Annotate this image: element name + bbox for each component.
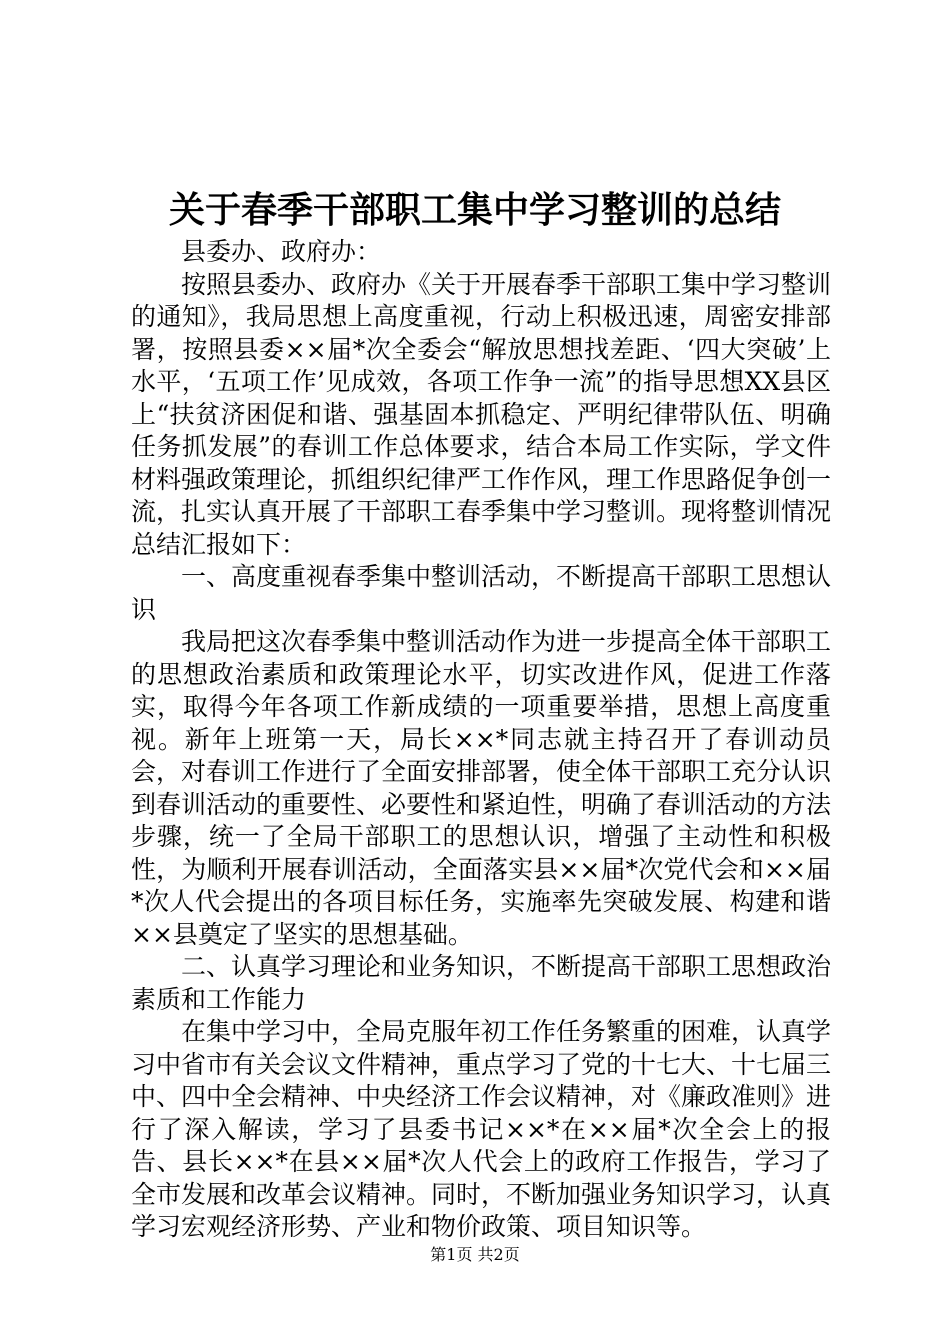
intro-paragraph: 按照县委办、政府办《关于开展春季干部职工集中学习整训的通知》，我局思想上高度重视，行动上积极迅速，周密安排部署，按照县委××届*次全委会“解放思想找差距、‘四大突破’上水平，‘五项工作’见成效，各项工作争一流”的指导思想XX县区上“扶贫济困促和谐、强基固本抓稳定、严明纪律带队伍、明确任务抓发展”的春训工作总体要求，结合本局工作实际，学文件材料强政策理论，抓组织纪律严工作作风，理工作思路促争创一流，扎实认真开展了干部职工春季集中学习整训。现将整训情况总结汇报如下：	[131, 269, 832, 559]
document-body	[131, 236, 831, 1244]
section-heading-1: 一、高度重视春季集中整训活动，不断提高干部职工思想认识	[131, 562, 832, 624]
page-number-footer: 第1页 共2页	[430, 1245, 520, 1264]
section-paragraph-2: 在集中学习中，全局克服年初工作任务繁重的困难，认真学习中省市有关会议文件精神，重点学习了党的十七大、十七届三中、四中全会精神、中央经济工作会议精神，对《廉政准则》进行了深入解读，学习了县委书记××*在××届*次全会上的报告、县长××*在县××届*次人代会上的政府工作报告，学习了全市发展和改革会议精神。同时，不断加强业务知识学习，认真学习宏观经济形势、产业和物价政策、项目知识等。	[131, 1017, 832, 1241]
document-title: 关于春季干部职工集中学习整训的总结	[168, 189, 781, 231]
section-heading-2: 二、认真学习理论和业务知识，不断提高干部职工思想政治素质和工作能力	[131, 952, 832, 1014]
section-paragraph-1: 我局把这次春季集中整训活动作为进一步提高全体干部职工的思想政治素质和政策理论水平，切实改进作风，促进工作落实，取得今年各项工作新成绩的一项重要举措，思想上高度重视。新年上班第一天，局长××*同志就主持召开了春训动员会，对春训工作进行了全面安排部署，使全体干部职工充分认识到春训活动的重要性、必要性和紧迫性，明确了春训活动的方法步骤，统一了全局干部职工的思想认识，增强了主动性和积极性，为顺利开展春训活动，全面落实县××届*次党代会和××届*次人代会提出的各项目标任务，实施率先突破发展、构建和谐××县奠定了坚实的思想基础。	[131, 627, 832, 949]
salutation: 县委办、政府办：	[181, 237, 382, 266]
